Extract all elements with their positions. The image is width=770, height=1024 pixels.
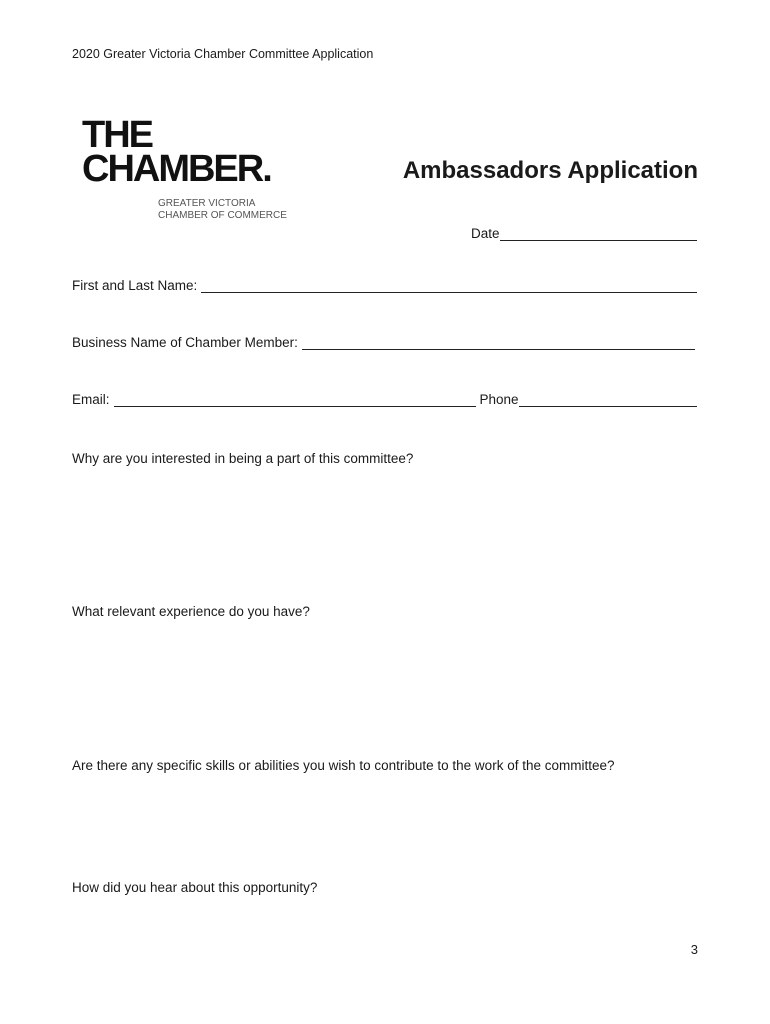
business-field-row xyxy=(72,335,695,350)
page-number: 3 xyxy=(690,942,698,957)
logo-sub-line-2: CHAMBER OF COMMERCE xyxy=(158,210,287,221)
logo-wordmark xyxy=(82,114,302,190)
question-interest: Why are you interested in being a part of this committee? xyxy=(72,451,414,466)
contact-field-row xyxy=(72,392,697,407)
name-field-row xyxy=(72,278,697,293)
email-label: Email: xyxy=(72,392,110,407)
date-field[interactable] xyxy=(500,226,697,241)
phone-label: Phone xyxy=(479,392,519,407)
logo-line-1: THE xyxy=(82,114,152,156)
phone-field[interactable] xyxy=(519,392,697,407)
date-field-row xyxy=(471,226,697,241)
question-skills: Are there any specific skills or abilities you wish to contribute to the work of the committee? xyxy=(72,758,615,773)
logo-subtitle xyxy=(158,198,287,222)
email-field[interactable] xyxy=(114,392,476,407)
document-title: Ambassadors Application xyxy=(402,157,698,184)
question-referral: How did you hear about this opportunity? xyxy=(72,880,318,895)
name-field[interactable] xyxy=(201,278,697,293)
logo-sub-line-1: GREATER VICTORIA xyxy=(158,198,256,209)
chamber-logo xyxy=(82,114,302,228)
name-label: First and Last Name: xyxy=(72,278,198,293)
running-header: 2020 Greater Victoria Chamber Committee Application xyxy=(72,47,374,61)
date-label: Date xyxy=(471,226,500,241)
question-experience: What relevant experience do you have? xyxy=(72,604,310,619)
logo-line-2: CHAMBER. xyxy=(82,148,271,190)
business-name-label: Business Name of Chamber Member: xyxy=(72,335,298,350)
business-name-field[interactable] xyxy=(302,335,695,350)
